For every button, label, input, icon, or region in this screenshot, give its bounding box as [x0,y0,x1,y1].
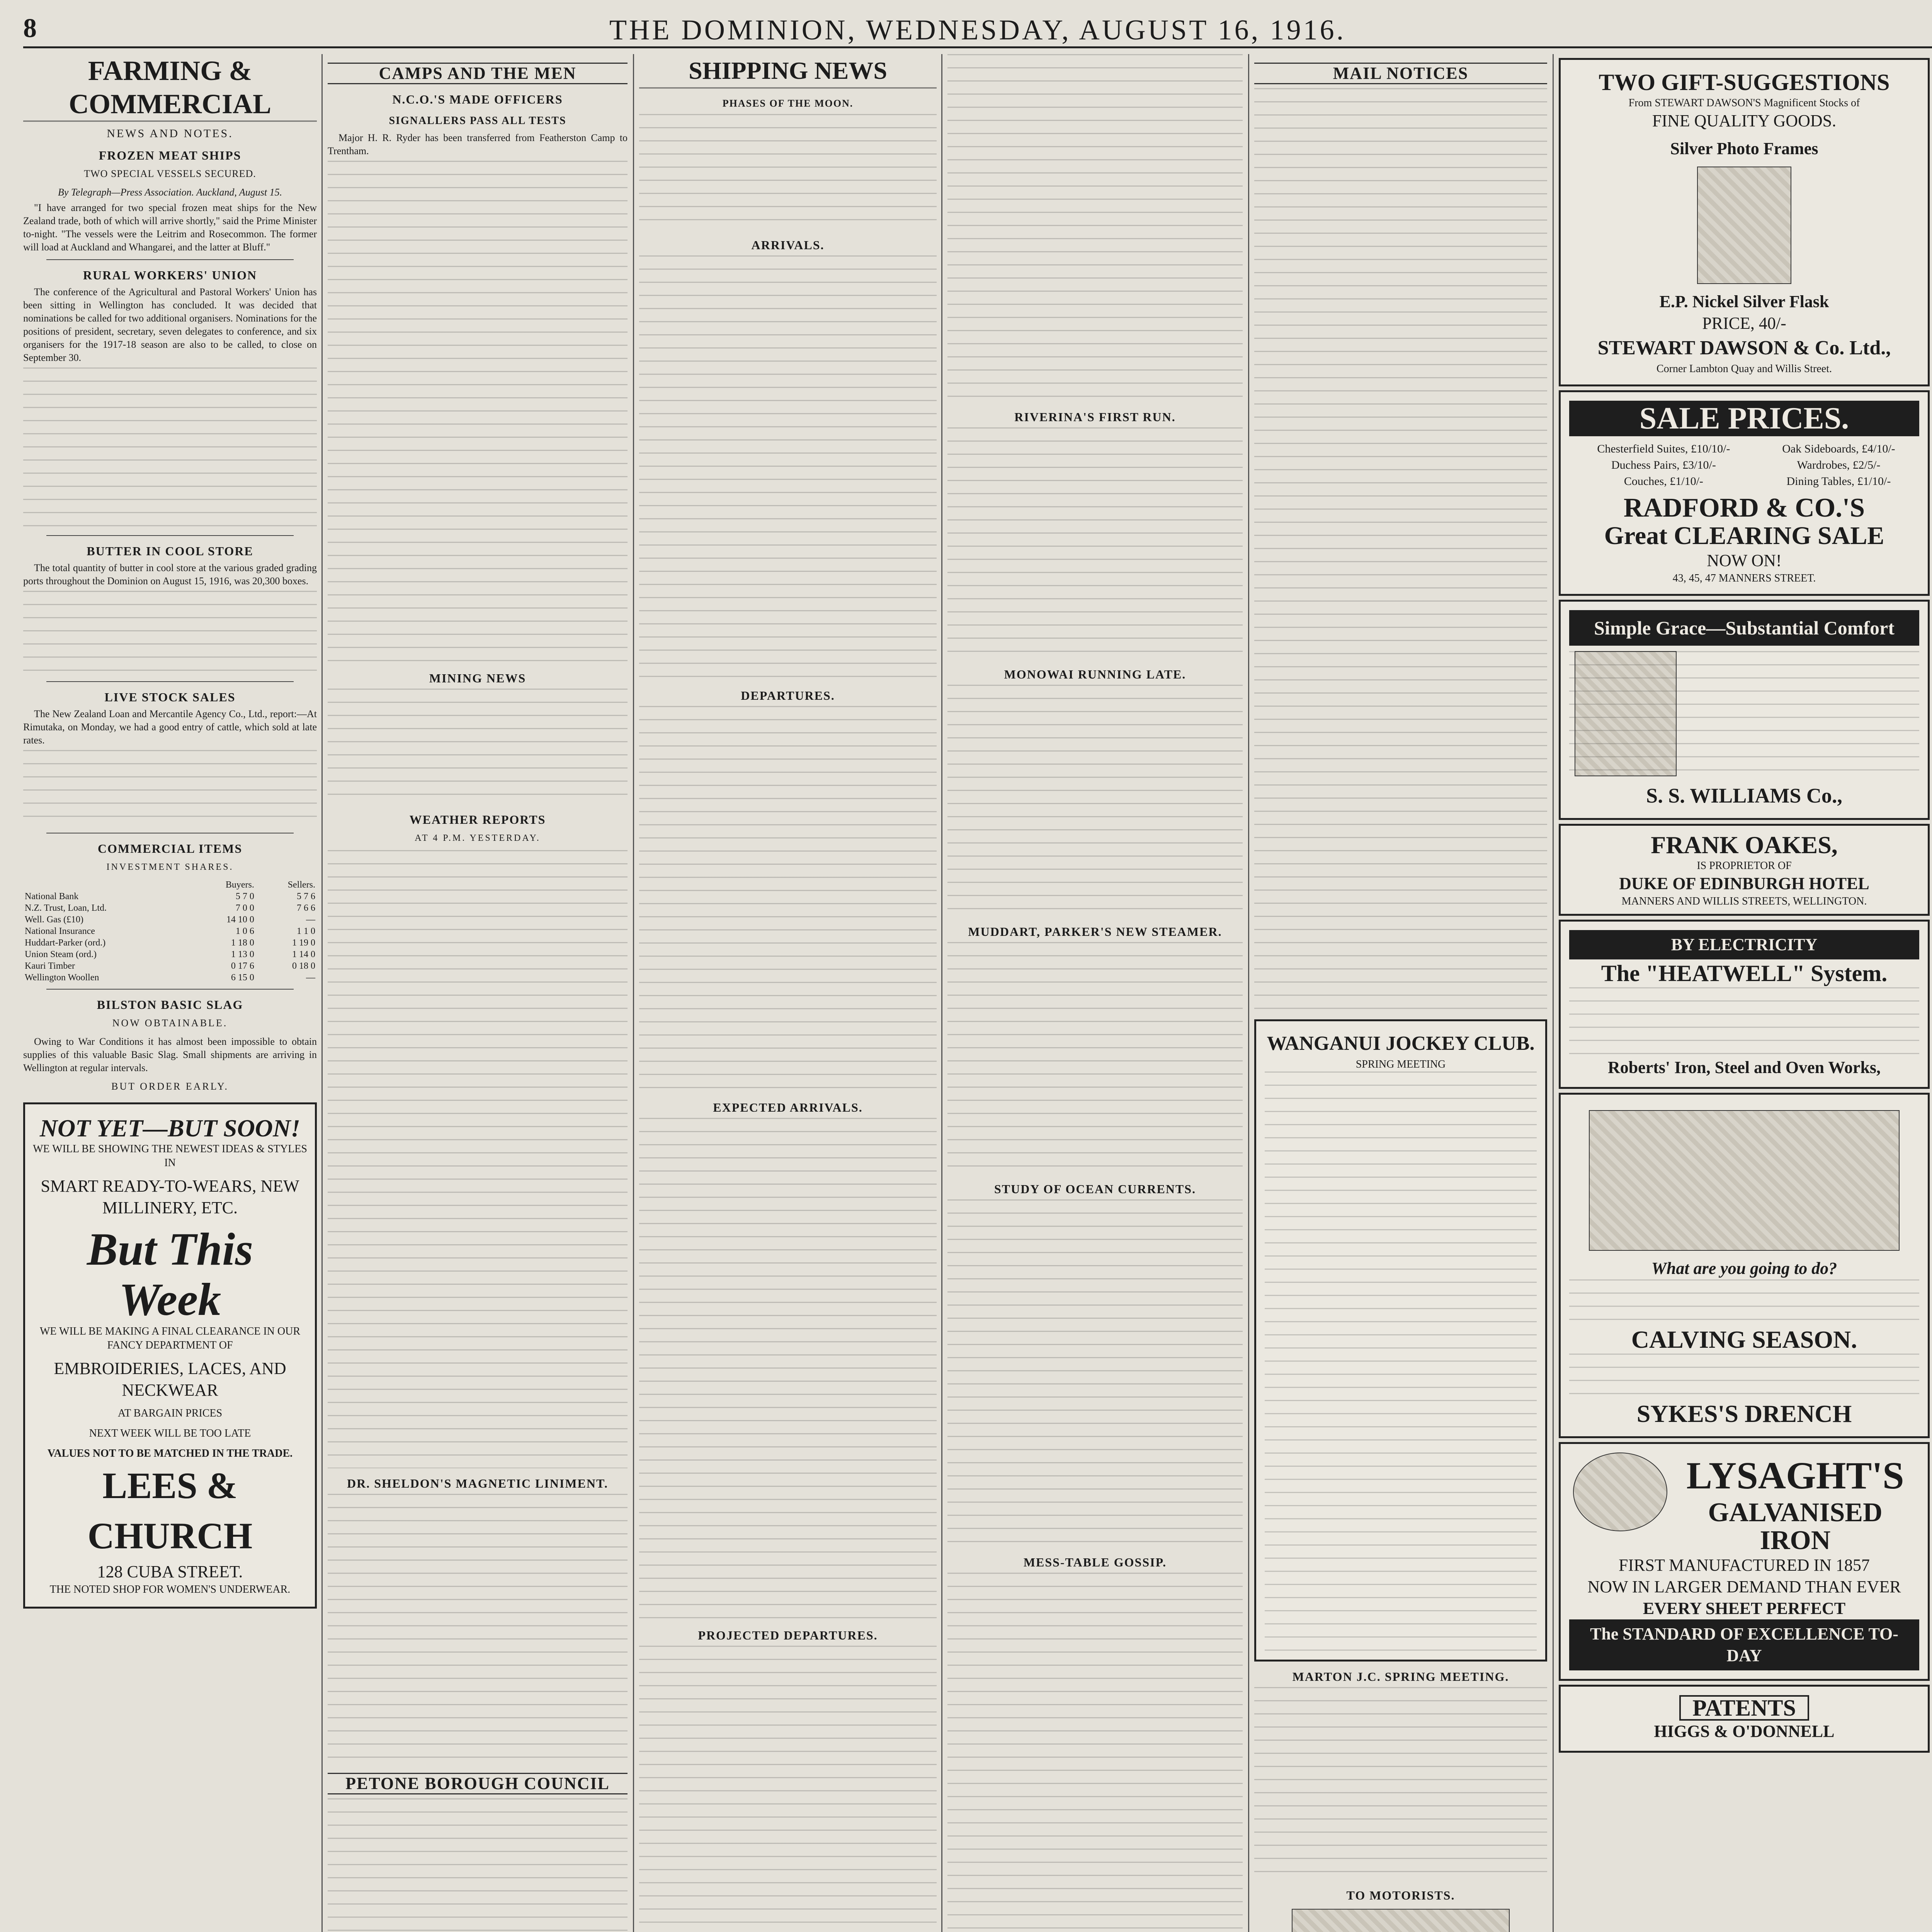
ad-headline: FRANK OAKES, [1651,831,1838,859]
article-heading: BILSTON BASIC SLAG [97,998,243,1012]
table-cell: 0 17 6 [231,961,254,971]
ad-text: NEXT WEEK WILL BE TOO LATE [89,1427,251,1439]
table-cell: — [306,973,315,983]
table-cell: 7 6 6 [297,903,315,913]
article-heading: EXPECTED ARRIVALS. [713,1100,863,1114]
article-text-block [1254,88,1547,1015]
table-cell: Wellington Woollen [25,973,99,983]
ad-text: FINE QUALITY GOODS. [1652,111,1837,130]
price-item: Chesterfield Suites, £10/10/- [1597,442,1730,455]
column-rule [321,54,323,1932]
article-text-block [328,1798,628,1932]
article-text-block [947,942,1243,1174]
article-heading: MONOWAI RUNNING LATE. [1004,667,1186,681]
table-cell: 1 1 0 [297,926,315,936]
article-text-block [328,850,628,1468]
table-cell: 5 7 6 [297,891,315,901]
table-row [23,960,317,972]
article-heading: MESS-TABLE GOSSIP. [1023,1555,1167,1569]
article-note: BUT ORDER EARLY. [111,1081,229,1092]
photo-frame-illustration [1697,167,1791,284]
article-body: Owing to War Conditions it has almost been impossible to obtain supplies of this valuable Basic Slag. Small shipments are arriving in Wellington at regular intervals. [23,1036,317,1073]
article-text-block [639,1118,937,1620]
table-row [23,949,317,960]
ad-text: EVERY SHEET PERFECT [1643,1599,1846,1618]
article-body: "I have arranged for two special frozen meat ships for the New Zealand trade, both of which will arrive shortly," said the Prime Minister to-night. "The vessels were the Leitrim and Rosecommon. The former will load at Auckland and Whangarei, and the latter at Bluff." [23,202,317,253]
article-heading: PROJECTED DEPARTURES. [698,1628,878,1642]
ad-headline: PATENTS [1679,1695,1809,1721]
article-subheading: AT 4 P.M. YESTERDAY. [415,833,541,843]
ad-text: IRON [1760,1526,1831,1555]
column-rule [941,54,942,1932]
table-cell: 1 18 0 [231,938,254,948]
ad-text: EMBROIDERIES, LACES, AND NECKWEAR [54,1359,286,1400]
section-title: MAIL NOTICES [1254,63,1547,84]
ad-headline: SALE PRICES. [1569,401,1919,436]
column-rule [1553,54,1554,1932]
ad-brand: RADFORD & CO.'S [1623,493,1865,523]
section-subhead: NEWS AND NOTES. [107,127,233,140]
column-mail [1254,54,1547,1932]
article-text-block [328,689,628,804]
ad-text: WE WILL BE SHOWING THE NEWEST IDEAS & STYLES IN [33,1143,307,1169]
ad-headline: TWO GIFT-SUGGESTIONS [1599,70,1890,95]
ad-headline: WANGANUI JOCKEY CLUB. [1267,1032,1535,1054]
article-text-block [639,255,937,680]
ad-text: AT BARGAIN PRICES [117,1407,223,1419]
article-text-block [639,706,937,1092]
section-title: FARMING & COMMERCIAL [23,54,317,122]
column-ads [1559,54,1930,1932]
article-text-block [947,685,1243,917]
article-body: The New Zealand Loan and Mercantile Agency Co., Ltd., report:—At Rimutaka, on Monday, we had a good entry of cattle, which sold at late rates. [23,708,317,746]
article-text-block [947,54,1243,402]
table-row [23,972,317,983]
advertisement-radford [1559,390,1930,596]
table-cell: Huddart-Parker (ord.) [25,938,106,948]
ad-brand: HIGGS & O'DONNELL [1654,1722,1835,1741]
ad-text: VALUES NOT TO BE MATCHED IN THE TRADE. [47,1447,293,1459]
ad-address: 43, 45, 47 MANNERS STREET. [1672,572,1816,584]
article-heading: BUTTER IN COOL STORE [87,544,253,558]
article-heading: DEPARTURES. [741,689,835,702]
article-text-block [1254,1687,1547,1880]
article-heading: PETONE BOROUGH COUNCIL [328,1773,628,1794]
ad-text: Silver Photo Frames [1670,139,1818,158]
article-text-block [23,367,317,530]
column-shipping-notes [947,54,1243,1932]
table-cell: 1 19 0 [292,938,315,948]
shares-table [23,879,317,983]
table-header-row [23,879,317,891]
ad-address: Corner Lambton Quay and Willis Street. [1656,363,1832,375]
table-cell: 7 0 0 [235,903,254,913]
ad-headline: What are you going to do? [1651,1259,1837,1278]
ad-brand: Roberts' Iron, Steel and Oven Works, [1607,1058,1881,1077]
ad-brand: SYKES'S DRENCH [1636,1400,1852,1427]
article-subheading: NOW OBTAINABLE. [112,1017,228,1029]
article-subheading: SIGNALLERS PASS ALL TESTS [389,115,566,127]
table-cell: N.Z. Trust, Loan, Ltd. [25,903,107,913]
price-item: Wardrobes, £2/5/- [1797,459,1881,471]
article-heading: RURAL WORKERS' UNION [83,268,257,282]
table-title: INVESTMENT SHARES. [106,862,234,872]
ad-text: NOW ON! [1707,551,1782,570]
cow-illustration [1589,1110,1900,1251]
table-header-cell: Buyers. [225,880,254,890]
article-heading: DR. SHELDON'S MAGNETIC LINIMENT. [347,1476,608,1490]
table-cell: 6 15 0 [231,973,254,983]
ad-headline: But This Week [87,1223,253,1325]
table-cell: Kauri Timber [25,961,75,971]
article-byline: By Telegraph—Press Association. Auckland, August 15. [58,187,282,198]
ad-address: 128 CUBA STREET. [97,1562,243,1581]
section-title: CAMPS AND THE MEN [328,63,628,84]
article-text-block [947,1199,1243,1547]
article-text-block [23,591,317,676]
column-farming [23,54,317,1932]
article-heading: ARRIVALS. [751,238,825,252]
article-heading: PHASES OF THE MOON. [722,98,854,109]
table-cell: 1 0 6 [235,926,254,936]
ad-headline: NOT YET—BUT SOON! [39,1114,301,1142]
price-item: Couches, £1/10/- [1624,475,1703,488]
advertisement-heatwell [1559,920,1930,1089]
masthead [23,12,1932,48]
ad-text: E.P. Nickel Silver Flask [1659,292,1829,311]
ad-text: NOW IN LARGER DEMAND THAN EVER [1587,1577,1901,1596]
newspaper-title: THE DOMINION, WEDNESDAY, AUGUST 16, 1916. [609,14,1346,46]
article-text-block [947,1573,1243,1932]
ad-headline: Simple Grace—Substantial Comfort [1569,610,1919,646]
article-body: Major H. R. Ryder has been transferred from Featherston Camp to Trentham. [328,132,628,156]
table-header-cell: Sellers. [287,880,315,890]
divider [46,681,294,682]
divider [46,259,294,260]
ad-text-block [1265,1071,1537,1651]
article-heading: MUDDART, PARKER'S NEW STEAMER. [968,925,1222,939]
ad-text: SMART READY-TO-WEARS, NEW MILLINERY, ETC. [41,1177,299,1217]
article-heading: MARTON J.C. SPRING MEETING. [1292,1670,1509,1684]
ad-text: SPRING MEETING [1355,1058,1446,1070]
table-row [23,914,317,925]
advertisement-lees-church [23,1102,317,1609]
advertisement-frank-oakes [1559,824,1930,916]
table-cell: — [306,915,315,925]
ad-text: DUKE OF EDINBURGH HOTEL [1619,874,1869,893]
table-row [23,891,317,902]
price-row [1569,473,1919,490]
article-heading: RIVERINA'S FIRST RUN. [1014,410,1176,424]
ad-text: GALVANISED [1708,1498,1883,1527]
advertisement-patents [1559,1685,1930,1753]
table-cell: 1 13 0 [231,949,254,959]
article-heading: COMMERCIAL ITEMS [97,842,243,855]
ad-text: FIRST MANUFACTURED IN 1857 [1619,1556,1870,1575]
ad-brand: STEWART DAWSON & Co. Ltd., [1597,337,1891,359]
column-rule [1248,54,1249,1932]
table-cell: Union Steam (ord.) [25,949,97,959]
ad-footer: THE NOTED SHOP FOR WOMEN'S UNDERWEAR. [49,1583,291,1595]
ad-brand: LEES & CHURCH [87,1465,253,1556]
table-row [23,902,317,914]
article-body: The total quantity of butter in cool store at the various graded grading ports throughout the Dominion on August 15, 1916, was 20,300 boxes. [23,562,317,587]
article-heading: FROZEN MEAT SHIPS [99,148,242,162]
table-cell: 5 7 0 [235,891,254,901]
advertisement-williams [1559,600,1930,820]
advertisement-stewart-dawson [1559,58,1930,386]
price-item: Oak Sideboards, £4/10/- [1782,442,1895,455]
column-rule [633,54,634,1932]
ad-address: MANNERS AND WILLIS STREETS, WELLINGTON. [1621,895,1867,907]
table-cell: 0 18 0 [292,961,315,971]
price-row [1569,457,1919,473]
price-row [1569,441,1919,457]
article-heading: WEATHER REPORTS [409,813,546,827]
article-heading: TO MOTORISTS. [1346,1888,1455,1902]
advertisement-sykes-drench [1559,1093,1930,1438]
ad-headline: The "HEATWELL" System. [1601,961,1888,986]
page-number: 8 [23,14,37,43]
section-title: SHIPPING NEWS [639,54,937,88]
price-item: Dining Tables, £1/10/- [1786,475,1891,488]
ad-brand: LYSAGHT'S [1686,1454,1904,1497]
ad-brand: S. S. WILLIAMS Co., [1646,784,1842,807]
table-header-cell [23,879,192,891]
article-heading: LIVE STOCK SALES [104,690,236,704]
ad-price: PRICE, 40/- [1702,314,1786,333]
table-cell: Well. Gas (£10) [25,915,84,925]
ad-text-block [1569,1279,1919,1326]
column-shipping [639,54,937,1932]
table-cell: National Bank [25,891,79,901]
ad-banner: BY ELECTRICITY [1569,930,1919,959]
ad-text: IS PROPRIETOR OF [1697,860,1792,872]
article-heading: N.C.O.'S MADE OFFICERS [392,92,563,106]
ad-text: From STEWART DAWSON'S Magnificent Stocks of [1628,97,1860,109]
article-text-block [328,1494,628,1764]
trade-mark-emblem [1573,1452,1667,1531]
table-cell: 1 14 0 [292,949,315,959]
ad-text-block [1569,651,1919,775]
price-list [1569,441,1919,490]
ad-headline: Great CLEARING SALE [1604,522,1884,550]
article-text-block [23,750,317,827]
article-heading: STUDY OF OCEAN CURRENTS. [994,1182,1196,1196]
article-subheading: TWO SPECIAL VESSELS SECURED. [84,168,256,179]
table-row [23,925,317,937]
table-cell: 14 10 0 [226,915,254,925]
ad-text-block [1569,1354,1919,1400]
column-camps [328,54,628,1932]
price-item: Duchess Pairs, £3/10/- [1611,459,1716,471]
article-text-block [639,114,937,230]
ad-text: The STANDARD OF EXCELLENCE TO-DAY [1569,1619,1919,1670]
article-text-block [947,427,1243,659]
ad-text-block [1569,987,1919,1057]
ad-headline: CALVING SEASON. [1631,1326,1857,1353]
article-text-block [328,161,628,663]
ad-text: WE WILL BE MAKING A FINAL CLEARANCE IN OUR FANCY DEPARTMENT OF [39,1325,301,1351]
table-row [23,937,317,949]
divider [46,535,294,536]
advertisement-lysaght [1559,1442,1930,1681]
article-heading: MINING NEWS [429,671,526,685]
divider [46,989,294,990]
advertisement-wanganui-jockey [1254,1019,1547,1662]
article-body: The conference of the Agricultural and Pastoral Workers' Union has been sitting in Wellington has concluded. It was decided that nominations be called for two additional organisers. Nominations for the positions of president, secretary, seven delegates to conference, and six organisers for the 1917-18 season are also to be called, to close on September 30. [23,286,317,363]
car-illustration [1292,1909,1510,1932]
article-text-block [639,1646,937,1932]
table-cell: National Insurance [25,926,95,936]
